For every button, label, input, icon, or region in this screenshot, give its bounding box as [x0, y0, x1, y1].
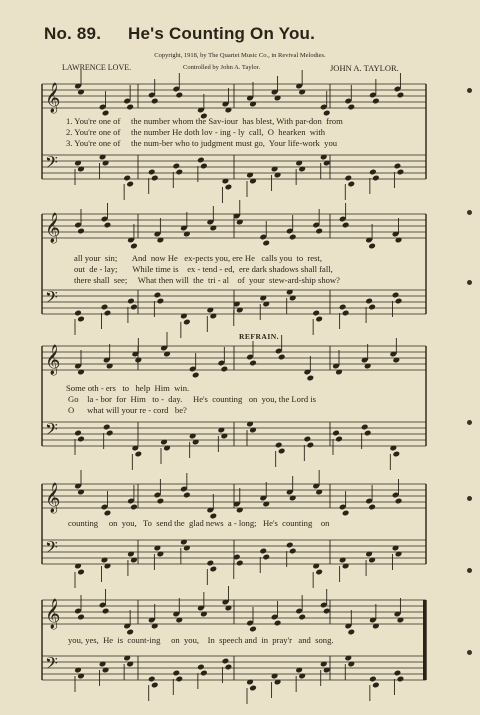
bass-notehead [101, 304, 109, 311]
treble-notehead [126, 104, 134, 111]
bass-clef-icon: 𝄢 [45, 537, 58, 561]
bass-notehead [77, 316, 85, 323]
bass-notehead [126, 181, 134, 188]
treble-notehead [278, 354, 286, 361]
treble-notehead [342, 222, 350, 229]
treble-notehead [347, 629, 355, 636]
treble-notehead [77, 614, 85, 621]
lyric-line: there shall see; What then will the tri - al of your stew-ard-ship show? [74, 275, 340, 285]
bass-notehead [307, 442, 315, 449]
bass-notehead [342, 310, 350, 317]
copyright-notice: Copyright, 1918, by The Quartet Music Co., in Revival Melodies. [154, 52, 326, 59]
hymn-number: No. 89. [44, 24, 102, 43]
bass-notehead [364, 430, 372, 437]
treble-notehead [289, 234, 297, 241]
treble-notehead [183, 492, 191, 499]
treble-notehead [262, 240, 270, 247]
bass-notehead [289, 548, 297, 555]
lyric-line: Go la - bor for Him to - day. He's counting on you, the Lord is [68, 394, 317, 404]
binding-hole [467, 568, 472, 573]
bass-notehead [157, 298, 165, 305]
refrain-label: REFRAIN. [239, 332, 280, 341]
treble-clef-icon: 𝄞 [45, 345, 61, 375]
lyricist-credit: LAWRENCE LOVE. [62, 63, 132, 72]
binding-hole [467, 650, 472, 655]
bass-notehead [206, 560, 214, 567]
treble-notehead [192, 372, 200, 379]
bass-notehead [183, 319, 191, 326]
bass-notehead [372, 682, 380, 689]
lyric-line: 3. You're one of the num-ber who to judgment must go, Your life-work you [66, 138, 338, 148]
bass-notehead [148, 676, 156, 683]
bass-clef-icon: 𝄢 [45, 152, 58, 176]
treble-notehead [274, 620, 282, 627]
bass-notehead [394, 670, 402, 677]
bass-notehead [369, 676, 377, 683]
hymn-title: He's Counting On You. [128, 24, 316, 43]
bass-notehead [123, 175, 131, 182]
bass-notehead [262, 554, 270, 561]
bass-clef-icon: 𝄢 [45, 653, 58, 677]
bass-notehead [225, 184, 233, 191]
bass-notehead [209, 566, 217, 573]
bass-notehead [392, 292, 400, 299]
treble-notehead [130, 504, 138, 511]
treble-notehead [397, 92, 405, 99]
bass-notehead [130, 304, 138, 311]
treble-notehead [249, 360, 257, 367]
bass-notehead [175, 676, 183, 683]
treble-notehead [315, 228, 323, 235]
bass-notehead [312, 310, 320, 317]
bass-notehead [172, 163, 180, 170]
bass-notehead [200, 163, 208, 170]
lyric-line: 1. You're one of the number whom the Sav-iour has blest, With par-don from [66, 116, 343, 126]
bass-notehead [236, 560, 244, 567]
lyric-line: all your sin; And now He ex-pects you, ere He calls you to rest, [74, 253, 322, 263]
lyric-line: you, yes, He is count-ing on you, In speech and in pray'r and song. [68, 635, 334, 645]
bass-notehead [222, 658, 230, 665]
lyric-line: Some oth - ers to help Him win. [66, 383, 190, 393]
bass-notehead [372, 175, 380, 182]
bass-notehead [332, 430, 340, 437]
lyric-line: 2. You're one of the number He doth lov - ing - ly call, O hearken with [66, 127, 326, 137]
treble-notehead [102, 608, 110, 615]
bass-notehead [347, 181, 355, 188]
bass-notehead [172, 670, 180, 677]
bass-notehead [395, 298, 403, 305]
bass-notehead [74, 310, 82, 317]
bass-clef-icon: 𝄢 [45, 419, 58, 443]
bass-notehead [200, 670, 208, 677]
bass-notehead [365, 298, 373, 305]
bass-notehead [77, 569, 85, 576]
treble-notehead [77, 228, 85, 235]
controlled-by-credit: Controlled by John A. Taylor. [183, 64, 261, 71]
bass-notehead [304, 436, 312, 443]
treble-notehead [298, 614, 306, 621]
bass-notehead [197, 157, 205, 164]
bass-notehead [151, 175, 159, 182]
bass-notehead [175, 169, 183, 176]
bass-clef-icon: 𝄢 [45, 287, 58, 311]
final-barline [423, 600, 426, 680]
bass-notehead [135, 451, 143, 458]
bass-notehead [369, 169, 377, 176]
bass-notehead [278, 448, 286, 455]
bass-notehead [339, 304, 347, 311]
binding-hole [467, 496, 472, 501]
treble-clef-icon: 𝄞 [45, 483, 61, 513]
bass-notehead [127, 298, 135, 305]
treble-notehead [368, 243, 376, 250]
lyric-line: out de - lay; While time is ex - tend - ed, ere dark shadows shall fall, [74, 264, 333, 274]
bass-notehead [106, 430, 114, 437]
bass-notehead [249, 685, 257, 692]
bass-notehead [225, 664, 233, 671]
bass-notehead [148, 169, 156, 176]
treble-clef-icon: 𝄞 [45, 83, 61, 113]
treble-notehead [130, 243, 138, 250]
bass-notehead [103, 424, 111, 431]
bass-notehead [393, 451, 401, 458]
treble-clef-icon: 𝄞 [45, 213, 61, 243]
binding-hole [467, 210, 472, 215]
treble-notehead [307, 375, 315, 382]
bass-notehead [197, 664, 205, 671]
binding-hole [467, 420, 472, 425]
bass-notehead [275, 442, 283, 449]
bass-notehead [315, 316, 323, 323]
binding-hole [467, 280, 472, 285]
bass-notehead [286, 542, 294, 549]
treble-notehead [151, 98, 159, 105]
bass-notehead [397, 676, 405, 683]
bass-notehead [151, 682, 159, 689]
treble-notehead [368, 504, 376, 511]
bass-notehead [77, 436, 85, 443]
bass-notehead [344, 175, 352, 182]
bass-notehead [397, 169, 405, 176]
composer-credit: JOHN A. TAYLOR. [330, 63, 399, 73]
treble-notehead [175, 92, 183, 99]
bass-notehead [335, 436, 343, 443]
bass-notehead [154, 292, 162, 299]
bass-notehead [361, 424, 369, 431]
bass-notehead [74, 430, 82, 437]
lyric-line: counting on you, To send the glad news a - long; He's counting on [68, 518, 330, 528]
treble-notehead [157, 498, 165, 505]
bass-notehead [368, 304, 376, 311]
treble-notehead [372, 98, 380, 105]
treble-notehead [221, 366, 229, 373]
treble-notehead [104, 222, 112, 229]
treble-notehead [104, 510, 112, 517]
bass-notehead [315, 569, 323, 576]
bass-notehead [394, 163, 402, 170]
treble-notehead [323, 608, 331, 615]
binding-hole [467, 88, 472, 93]
treble-clef-icon: 𝄞 [45, 599, 61, 629]
treble-notehead [347, 104, 355, 111]
lyric-line: O what will your re - cord be? [68, 405, 187, 415]
treble-notehead [395, 498, 403, 505]
bass-notehead [259, 548, 267, 555]
treble-notehead [342, 510, 350, 517]
treble-notehead [249, 626, 257, 633]
bass-notehead [104, 310, 112, 317]
